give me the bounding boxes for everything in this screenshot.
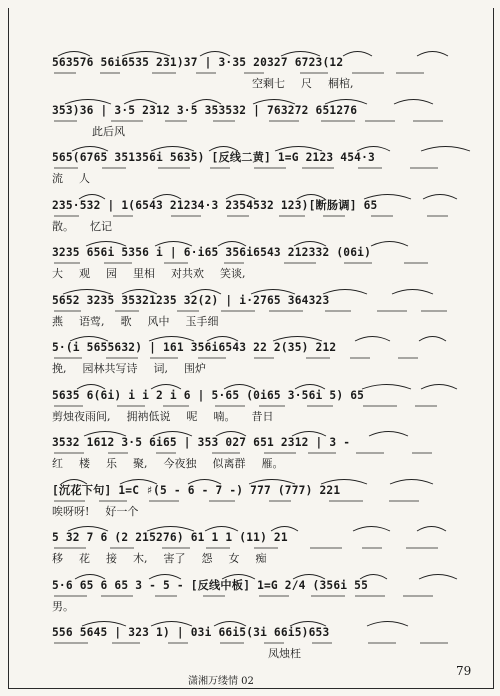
lyrics-line	[52, 266, 448, 282]
lyrics-line	[52, 646, 448, 662]
lyric-word: 红	[52, 457, 63, 470]
jianpu-notes: 3532 1612 3·5 6i65 | 353 027 651 2312 | 3 -	[52, 436, 351, 449]
jianpu-notes: 5635 6(6i) i i 2 i 6 | 5·65 (0i65 3·56i 5) 65	[52, 388, 365, 402]
lyric-word: 忆记	[90, 219, 112, 233]
lyric-word: 怨	[201, 552, 213, 565]
lyric-word: 害了	[163, 552, 186, 565]
lyric-word: 对共欢	[171, 267, 204, 280]
lyrics-line	[52, 551, 448, 567]
lyric-word: 词,	[153, 362, 168, 375]
lyric-word: 女	[228, 552, 240, 565]
lyric-word: 歌	[120, 314, 132, 328]
lyric-word: 尺	[301, 77, 312, 90]
lyric-word: 唉呀呀!	[52, 504, 90, 518]
lyric-word: 燕	[52, 314, 63, 328]
lyric-word: 语莺,	[79, 314, 105, 328]
lyrics-line	[52, 76, 448, 92]
lyric-word: 呢	[186, 409, 198, 423]
lyric-word: 移	[52, 552, 63, 565]
lyric-word: 昔日	[251, 409, 274, 423]
jianpu-notes: 5652 3235 35321235 32(2) | i·2765 364323	[52, 293, 330, 307]
lyric-word: 痴	[255, 552, 267, 565]
lyric-word: 木,	[133, 552, 148, 565]
jianpu-notes: 5 32 7 6 (2 215276) 61 1 1 (11) 21	[52, 531, 288, 544]
jianpu-notes: 5·(i 5655632) | 161 356i6543 22 2(35) 212	[52, 341, 337, 354]
lyric-word: 男。	[52, 599, 74, 613]
lyric-word: 似离群	[212, 457, 246, 470]
lyric-word: 乐	[106, 457, 117, 470]
lyric-word: 花	[79, 552, 90, 565]
lyric-word: 剪烛夜雨间,	[52, 409, 111, 423]
lyric-word: 凤烛枉	[268, 647, 301, 660]
lyric-word: 雁。	[261, 457, 284, 470]
jianpu-notes: 3235 656i 5356 i | 6·i65 356i6543 212332 (06i)	[52, 246, 372, 259]
lyric-word: 今夜独	[163, 457, 197, 470]
lyric-word: 拥衲低说	[126, 409, 171, 423]
jianpu-notes: 565(6765 351356i 5635) [反线二黄] 1=G 2123 454·3	[52, 151, 375, 164]
lyric-word: 挽,	[52, 362, 67, 375]
lyrics-line	[52, 456, 448, 472]
jianpu-notes: [沉花下句] 1=C ♯(5 - 6 - 7 -) 777 (777) 221	[52, 483, 341, 497]
lyric-word: 接	[106, 552, 117, 565]
lyrics-line	[52, 599, 448, 615]
lyric-word: 聚,	[133, 457, 148, 470]
lyrics-line	[52, 409, 448, 425]
lyric-word: 桐棺,	[328, 77, 354, 90]
lyric-word: 里相	[133, 267, 155, 280]
lyric-word: 园林共写诗	[82, 362, 138, 375]
jianpu-notes: 235·532 | 1(6543 21234·3 2354532 123)[断肠调] 65	[52, 198, 378, 212]
lyric-word: 围炉	[184, 362, 206, 375]
lyric-word: 散。	[52, 219, 74, 233]
lyric-word: 园	[106, 267, 117, 280]
jianpu-notes: 563576 56i6535 231)37 | 3·35 20327 6723(12	[52, 56, 344, 69]
lyric-word: 大	[52, 267, 63, 280]
lyrics-line	[52, 504, 448, 520]
lyric-word: 笑谈,	[220, 267, 246, 280]
lyrics-line	[52, 124, 448, 140]
lyric-word: 空剩七	[252, 77, 285, 90]
lyric-word: 玉手细	[185, 314, 219, 328]
lyric-word: 人	[79, 172, 90, 185]
lyric-word: 此后风	[92, 124, 125, 138]
page-footer	[0, 664, 500, 688]
lyric-word: 好一个	[105, 504, 139, 518]
book-title: 潇湘万缕情 02	[188, 676, 254, 687]
jianpu-notes: 5·6 65 6 65 3 - 5 - [反线中板] 1=G 2/4 (356i 55	[52, 578, 369, 592]
jianpu-notes: 556 5645 | 323 1) | 03i 66i5(3i 66i5)653	[52, 626, 330, 639]
lyric-word: 流	[52, 172, 63, 185]
lyrics-line	[52, 171, 448, 187]
lyric-word: 风中	[147, 314, 170, 328]
page-number: 79	[456, 664, 472, 678]
lyrics-line	[52, 361, 448, 377]
lyric-word: 喃。	[213, 409, 236, 423]
lyrics-line	[52, 314, 448, 330]
lyrics-line	[52, 219, 448, 235]
lyric-word: 楼	[79, 457, 90, 470]
jianpu-notes: 353)36 | 3·5 2312 3·5 353532 | 763272 651276	[52, 103, 358, 117]
lyric-word: 观	[79, 267, 90, 280]
